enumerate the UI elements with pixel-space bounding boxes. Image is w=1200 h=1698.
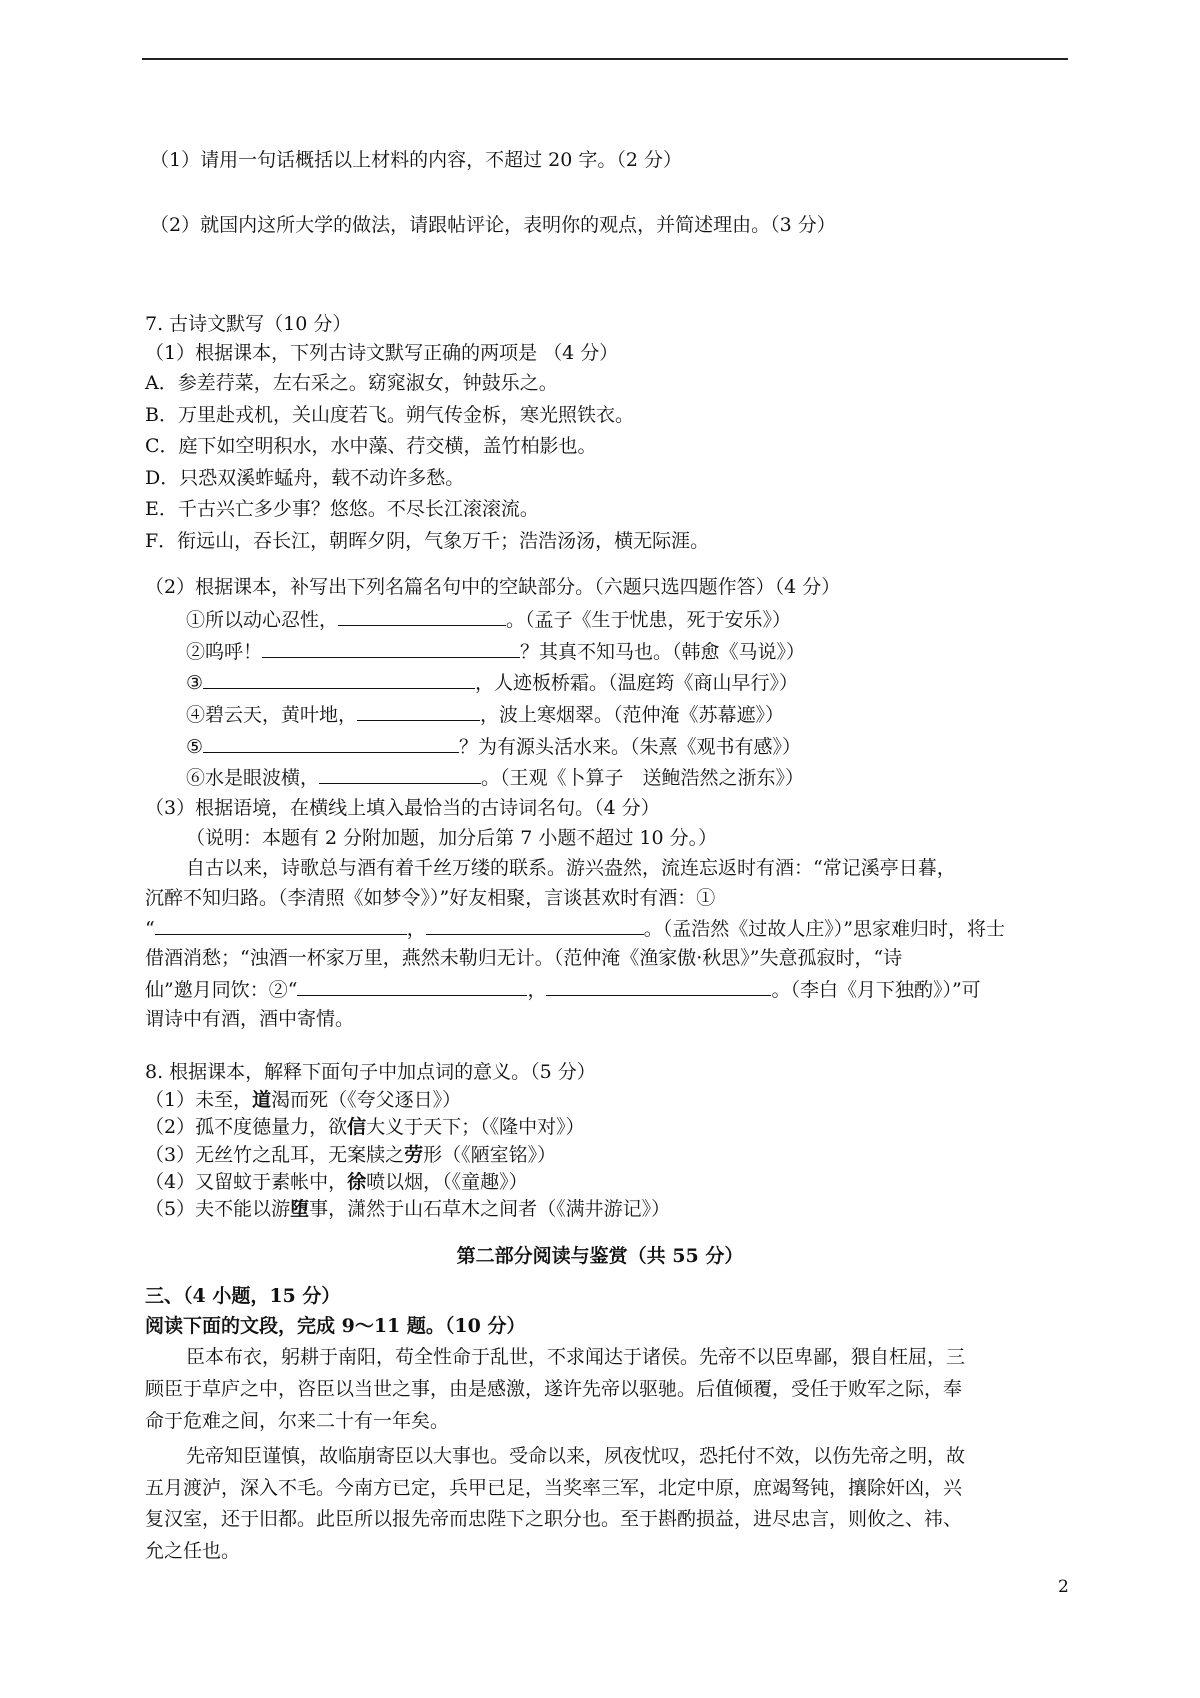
q8-item-1-post: 渴而死（《夸父逐日》） (271, 1089, 462, 1111)
fill-item-4-post: ，波上寒烟翠。（范仲淹《苏幕遮》） (480, 704, 785, 726)
fill-item-1 (186, 605, 791, 634)
q7-para-line-5-tail: 。（李白《月下独酌》）”可 (771, 979, 981, 1001)
passage-p2-line-1: 先帝知臣谨慎，故临崩寄臣以大事也。受命以来，夙夜忧叹，恐托付不效，以伤先帝之明，故 (186, 1445, 966, 1467)
q7-sub3: （3）根据语境，在横线上填入最恰当的古诗词名句。（4 分） (145, 797, 660, 819)
fill-item-6-pre: ⑥水是眼波横， (186, 767, 320, 789)
q8-title: 8. 根据课本，解释下面句子中加点词的意义。（5 分） (145, 1061, 596, 1083)
answer-blank[interactable] (338, 605, 506, 626)
q8-item-2-post: 大义于天下；（《隆中对》） (366, 1116, 585, 1138)
header-rule (142, 58, 1068, 60)
comma: ， (406, 918, 426, 940)
reading-instruction: 阅读下面的文段，完成 9～11 题。（10 分） (145, 1315, 526, 1337)
q7-option-b: B．万里赴戎机，关山度若飞。朔气传金柝，寒光照铁衣。 (145, 404, 634, 426)
answer-blank[interactable] (297, 975, 527, 996)
fill-item-3 (186, 668, 798, 697)
passage-p1-line-1: 臣本布衣，躬耕于南阳，苟全性命于乱世，不求闻达于诸侯。先帝不以臣卑鄙，猥自枉屈，三 (186, 1346, 966, 1368)
q7-para-line-2: 沉醉不知归路。（李清照《如梦令》）”好友相聚，言谈甚欢时有酒：① (145, 887, 716, 909)
fill-item-2 (186, 637, 805, 666)
q7-option-e: E．千古兴亡多少事？悠悠。不尽长江滚滚流。 (145, 498, 539, 520)
q8-item-5-post: 事，潇然于山石草木之间者（《满井游记》） (309, 1198, 671, 1220)
dotted-word: 信 (347, 1116, 367, 1138)
fill-item-6-post: 。（王观《卜算子 送鲍浩然之浙东》） (481, 767, 805, 789)
passage-p2-line-4: 允之任也。 (145, 1540, 241, 1562)
answer-blank[interactable] (203, 668, 475, 689)
q8-item-5-pre: （5）夫不能以游 (145, 1198, 291, 1220)
comma: ， (527, 979, 547, 1001)
q7-para-line-3 (145, 914, 1005, 943)
answer-blank[interactable] (155, 914, 407, 935)
dotted-word: 徐 (347, 1171, 367, 1193)
q7-option-a: A．参差荇菜，左右采之。窈窕淑女，钟鼓乐之。 (145, 372, 558, 394)
part2-heading: 第二部分阅读与鉴赏（共 55 分） (456, 1245, 744, 1267)
fill-item-2-post: ？其真不知马也。（韩愈《马说》） (520, 641, 806, 663)
q7-para-line-3-tail: 。（孟浩然《过故人庄》）”思家难归时，将士 (643, 918, 1005, 940)
answer-blank[interactable] (203, 732, 459, 753)
q7-option-d: D．只恐双溪蚱蜢舟，载不动许多愁。 (145, 467, 465, 489)
q8-item-3-pre: （3）无丝竹之乱耳，无案牍之 (145, 1144, 405, 1166)
passage-p2-line-2: 五月渡泸，深入不毛。今南方已定，兵甲已足，当奖率三军，北定中原，庶竭驽钝，攘除奸凶，兴 (145, 1477, 963, 1499)
fill-item-5 (186, 732, 801, 761)
fill-item-4 (186, 700, 784, 729)
passage-p1-line-2: 顾臣于草庐之中，咨臣以当世之事，由是感激，遂许先帝以驱驰。后值倾覆，受任于败军之际，奉 (145, 1378, 963, 1400)
answer-blank[interactable] (319, 763, 481, 784)
section-three-heading: 三、（4 小题，15 分） (145, 1285, 341, 1307)
dotted-word: 道 (252, 1089, 272, 1111)
q7-sub1: （1）根据课本，下列古诗文默写正确的两项是 （4 分） (145, 342, 619, 364)
fill-item-2-pre: ②呜呼！ (186, 641, 263, 663)
q6-sub1: （1）请用一句话概括以上材料的内容，不超过 20 字。（2 分） (150, 149, 682, 171)
q8-item-2 (145, 1113, 585, 1141)
q7-para-line-1: 自古以来，诗歌总与酒有着千丝万缕的联系。游兴盎然，流连忘返时有酒：“常记溪亭日暮， (186, 857, 956, 879)
passage-p2-line-3: 复汉室，还于旧都。此臣所以报先帝而忠陛下之职分也。至于斟酌损益，进尽忠言，则攸之、祎、 (145, 1508, 963, 1530)
q6-sub2: （2）就国内这所大学的做法，请跟帖评论，表明你的观点，并简述理由。（3 分） (150, 214, 836, 236)
fill-item-4-pre: ④碧云天，黄叶地， (186, 704, 358, 726)
fill-item-3-pre: ③ (186, 672, 204, 694)
page-number: 2 (1058, 1577, 1069, 1597)
q8-item-5 (145, 1195, 670, 1223)
answer-blank[interactable] (546, 975, 771, 996)
q8-item-2-pre: （2）孤不度德量力，欲 (145, 1116, 348, 1138)
fill-item-5-pre: ⑤ (186, 736, 204, 758)
fill-item-1-post: 。（孟子《生于忧患，死于安乐》） (506, 609, 792, 631)
quote-open: “ (145, 918, 155, 940)
q8-item-4 (145, 1168, 528, 1196)
dotted-word: 堕 (290, 1198, 310, 1220)
q8-item-4-pre: （4）又留蚊于素帐中， (145, 1171, 348, 1193)
q8-item-4-post: 喷以烟，（《童趣》） (366, 1171, 528, 1193)
fill-item-3-post: ，人迹板桥霜。（温庭筠《商山早行》） (475, 672, 799, 694)
fill-item-5-post: ？为有源头活水来。（朱熹《观书有感》） (459, 736, 802, 758)
answer-blank[interactable] (357, 700, 480, 721)
q8-item-3 (145, 1141, 556, 1169)
q7-title: 7. 古诗文默写（10 分） (145, 313, 352, 335)
q7-para-line-6: 谓诗中有酒，酒中寄情。 (145, 1008, 355, 1030)
fill-item-6 (186, 763, 804, 792)
q7-note: （说明：本题有 2 分附加题，加分后第 7 小题不超过 10 分。） (186, 827, 718, 849)
q7-option-f: F．衔远山，吞长江，朝晖夕阴，气象万千；浩浩汤汤，横无际涯。 (145, 530, 710, 552)
fill-item-1-pre: ①所以动心忍性， (186, 609, 339, 631)
q7-option-c: C．庭下如空明积水，水中藻、荇交横，盖竹柏影也。 (145, 435, 597, 457)
q7-para-line-5-head: 仙”邀月同饮：②“ (145, 979, 298, 1001)
answer-blank[interactable] (262, 637, 520, 658)
q8-item-1-pre: （1）未至， (145, 1089, 253, 1111)
q7-para-line-4: 借酒消愁；“浊酒一杯家万里，燕然未勒归无计。（范仲淹《渔家傲·秋思》”失意孤寂时，“诗 (145, 947, 903, 969)
q7-sub2: （2）根据课本，补写出下列名篇名句中的空缺部分。（六题只选四题作答）（4 分） (145, 576, 841, 598)
answer-blank[interactable] (426, 914, 644, 935)
q8-item-3-post: 形（《陋室铭》） (423, 1144, 557, 1166)
q8-item-1 (145, 1086, 461, 1114)
dotted-word: 劳 (404, 1144, 424, 1166)
passage-p1-line-3: 命于危难之间，尔来二十有一年矣。 (145, 1410, 450, 1432)
q7-para-line-5 (145, 975, 981, 1004)
